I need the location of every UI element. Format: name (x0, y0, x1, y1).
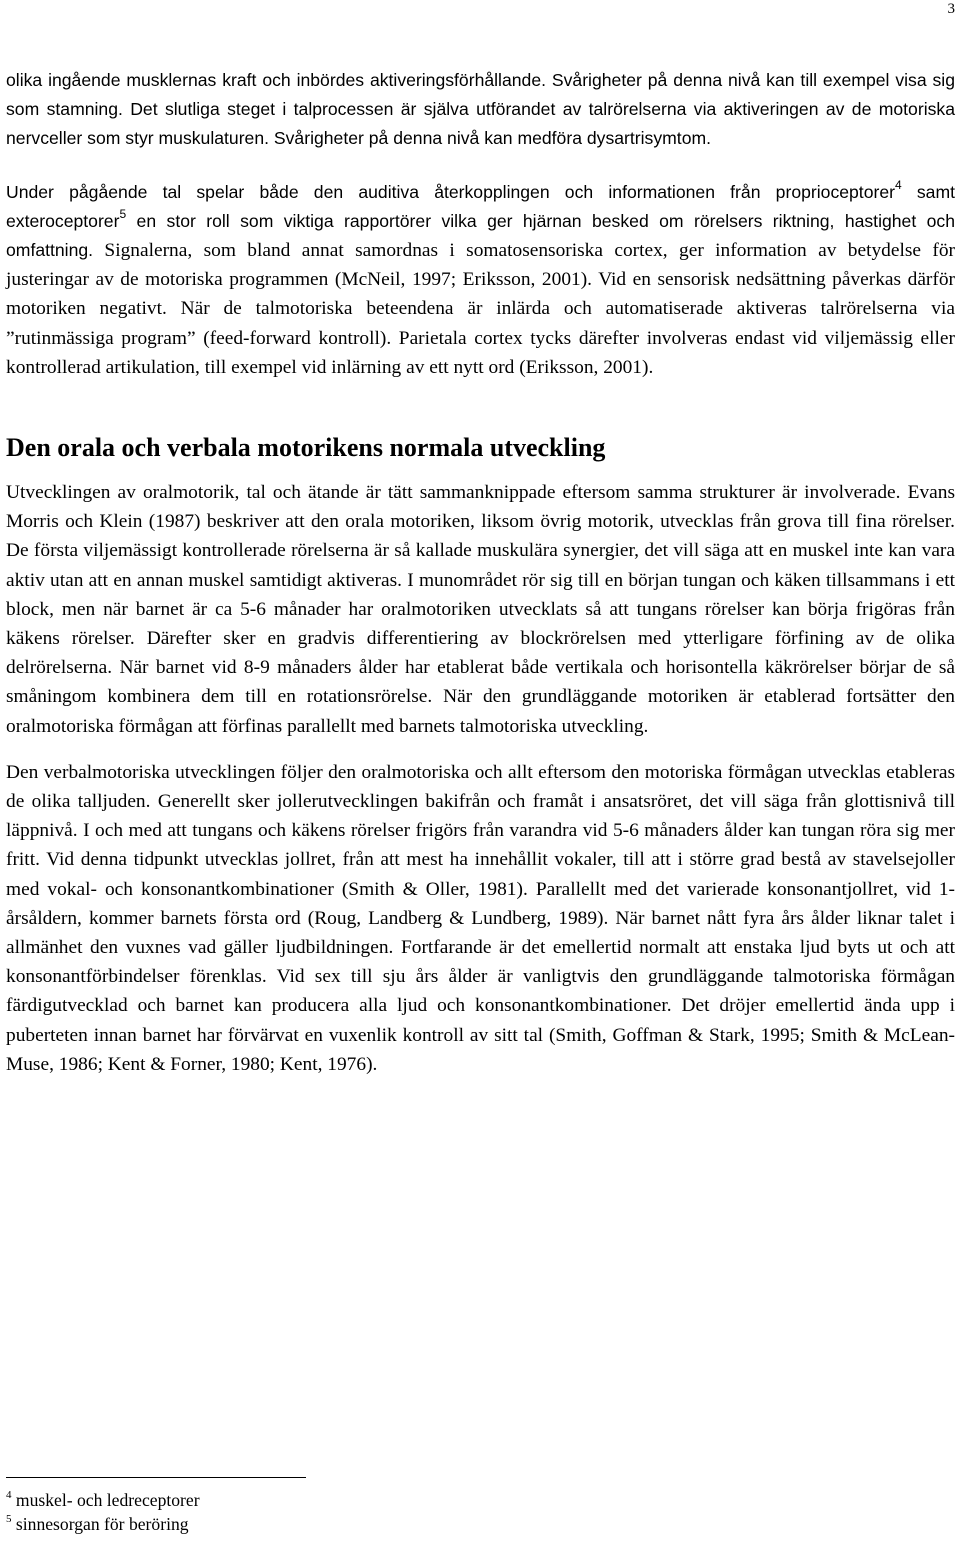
paragraph-verbal-motor: Den verbalmotoriska utvecklingen följer den oralmotoriska och allt eftersom den motoriska förmågan utvecklas etableras de olika talljuden. Generellt sker jollerutvecklingen bakifrån och framåt i ansatsröret, det vill säga från glottisnivå till läppnivå. I och med att tungans och käkens rörelser frigörs från varandra vid 5-6 månaders ålder kan tungan röra sig mer fritt. Vid denna tidpunkt utvecklas jollret, från att mest ha innehållit vokaler, till att i större grad bestå av stavelsejoller med vokal- och konsonantkombinationer (Smith & Oller, 1981). Parallellt med det varierade konsonantjollret, vid 1-årsåldern, kommer barnets första ord (Roug, Landberg & Lundberg, 1989). När barnet nått fyra års ålder liknar talet i allmänhet den vuxnes vad gäller ljudbildningen. Fortfarande är det emellertid normalt att enstaka ljud byts ut och att konsonantförbindelser förenklas. Vid sex till sju års ålder är vanligtvis den grundläggande talmotoriska förmågan färdigutvecklad och barnet kan producera alla ljud och konsonantkombinationer. Det dröjer emellertid ända upp i puberteten innan barnet har förvärvat en vuxenlik kontroll av sitt tal (Smith, Goffman & Stark, 1995; Smith & McLean-Muse, 1986; Kent & Forner, 1980; Kent, 1976). (6, 761, 955, 1075)
footnotes (6, 1477, 406, 1536)
footnote-ref-5[interactable]: 5 (119, 206, 127, 221)
footnote-5 (6, 1512, 406, 1536)
footnote-mark: 5 (6, 1513, 12, 1525)
page-number: 3 (947, 1, 955, 17)
footnote-4 (6, 1488, 406, 1512)
paragraph-sensory-feedback-part-c: en stor roll som viktiga rapportörer vilka ger hjärnan besked om rörelsers riktning, hastighet och omfattning. (6, 210, 955, 261)
footnote-mark: 4 (6, 1489, 12, 1501)
footnote-divider (6, 1477, 306, 1478)
paragraph-oral-motor: Utvecklingen av oralmotorik, tal och ätande är tätt sammanknippade eftersom samma strukturer är involverade. Evans Morris och Klein (1987) beskriver att den orala motoriken, liksom övrig motorik, utvecklas från grova till fina rörelser. De första viljemässigt kontrollerade rörelserna är så kallade muskulära synergier, det vill säga att en muskel inte kan vara aktiv utan att en annan muskel samtidigt aktiveras. I munområdet rör sig till en början tungan och käken tillsammans i ett block, men när barnet är ca 5-6 månader har oralmotoriken utvecklats så att tungans rörelser kan börja frigöras från käkens rörelser. Därefter sker en gradvis differentiering av blockrörelsen med ytterligare förfining av de olika delrörelserna. När barnet vid 8-9 månaders ålder har etablerat både vertikala och horisontella käkrörelser börjar de så småningom kombinera dem till en rotationsrörelse. När den grundläggande motoriken är etablerad fortsätter den oralmotoriska förmågan att förfinas parallellt med barnets talmotoriska utveckling. (6, 482, 955, 737)
paragraph-speech-execution: olika ingående musklernas kraft och inbördes aktiveringsförhållande. Svårigheter på denna nivå kan till exempel visa sig som stamning. Det slutliga steget i talprocessen är själva utförandet av talrörelserna via aktiveringen av de motoriska nervceller som styr muskulaturen. Svårigheter på denna nivå kan medföra dysartrisymtom. (6, 70, 955, 149)
page-body (6, 66, 955, 1079)
paragraph-sensory-feedback-part-d: Signalerna, som bland annat samordnas i somatosensoriska cortex, ger information av betydelse för justeringar av de motoriska programmen (McNeil, 1997; Eriksson, 2001). Vid en sensorisk nedsättning påverkas därför motoriken negativt. När de talmotoriska beteendena är inlärda och automatiserade aktiveras talrörelserna via ”rutinmässiga program” (feed-forward kontroll). Parietala cortex tycks därefter involveras endast vid viljemässig eller kontrollerad artikulation, till exempel vid inlärning av ett nytt ord (Eriksson, 2001). (6, 240, 955, 378)
footnote-text: muskel- och ledreceptorer (15, 1490, 200, 1510)
section-heading: Den orala och verbala motorikens normala utveckling (6, 433, 606, 463)
footnote-ref-4[interactable]: 4 (895, 177, 902, 192)
paragraph-sensory-feedback-part-b: samt exteroceptorer (6, 181, 956, 231)
paragraph-sensory-feedback-part-a: Under pågående tal spelar både den auditiva återkopplingen och informationen från proprioceptorer (6, 181, 895, 202)
paragraph-sensory-feedback (6, 178, 955, 382)
footnote-text: sinnesorgan för beröring (15, 1514, 189, 1534)
